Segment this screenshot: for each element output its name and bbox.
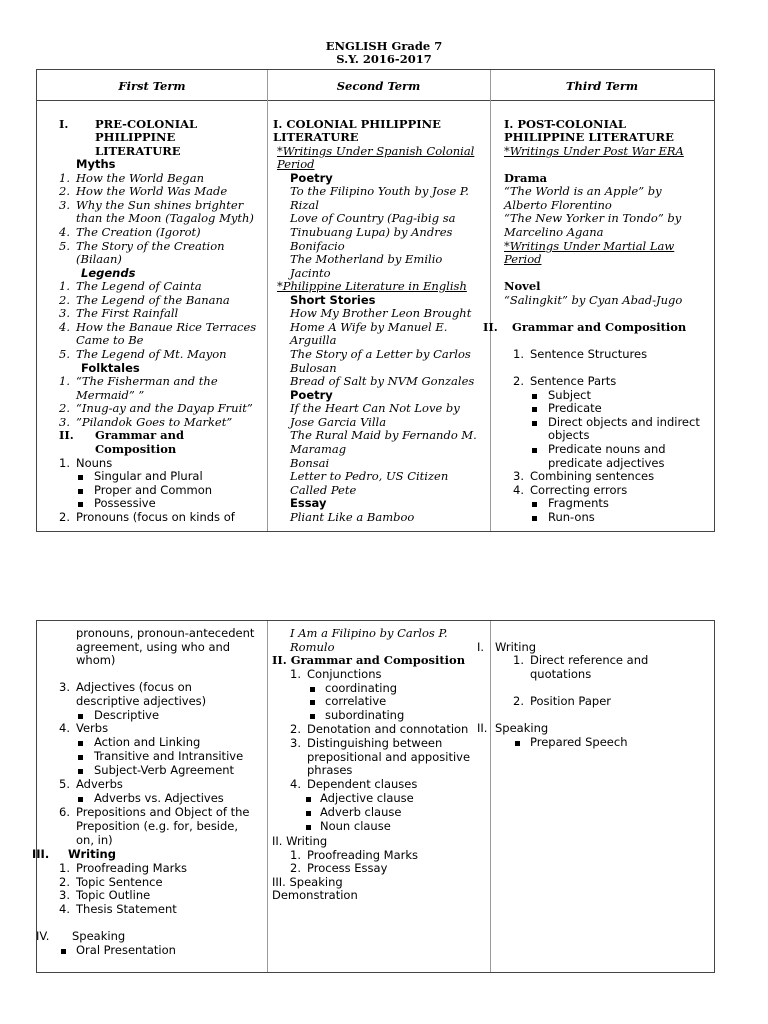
section-heading: PHILIPPINE (95, 130, 176, 144)
list-item: The Legend of Cainta (76, 279, 202, 293)
list-number: 5. (59, 239, 70, 253)
list-item: Came to Be (76, 333, 144, 347)
curriculum-table-page1 (36, 69, 715, 532)
list-item: Love of Country (Pag-ibig sa (290, 211, 456, 225)
bullet-item: Descriptive (94, 708, 160, 722)
list-item: (Bilaan) (76, 252, 122, 266)
list-number: 2. (59, 401, 70, 415)
list-number: 1. (59, 279, 70, 293)
list-item: Tinubuang Lupa) by Andres (290, 225, 453, 239)
list-item: Called Pete (290, 483, 357, 497)
section-heading: LITERATURE (95, 144, 181, 158)
list-item: Adjectives (focus on (76, 680, 192, 694)
list-number: 2. (59, 184, 70, 198)
list-item: How My Brother Leon Brought (290, 306, 472, 320)
list-item: prepositional and appositive (307, 750, 471, 764)
section-heading: I. POST-COLONIAL (504, 117, 626, 131)
list-item: agreement, using who and (76, 640, 231, 654)
bullet-item: Fragments (548, 496, 609, 510)
list-item: Dependent clauses (307, 777, 418, 791)
section-heading: PHILIPPINE LITERATURE (504, 130, 674, 144)
bullet-item: Adverb clause (320, 805, 402, 819)
column-header-first-term: First Term (118, 79, 186, 93)
section-number: II. (483, 320, 498, 334)
list-number: 2. (59, 875, 70, 889)
list-number: 2. (290, 722, 301, 736)
section-number: I. (477, 640, 485, 654)
section-heading: II. Grammar and Composition (272, 653, 466, 667)
list-item: “Inug-ay and the Dayap Fruit” (76, 401, 253, 415)
list-number: 5. (59, 777, 70, 791)
list-number: 3. (59, 198, 70, 212)
bullet-item: Adjective clause (320, 791, 414, 805)
list-item: Arguilla (290, 333, 337, 347)
list-item: Position Paper (530, 694, 611, 708)
list-number: 3. (513, 469, 524, 483)
section-heading: Speaking (72, 929, 126, 943)
list-item: Mermaid” ” (76, 388, 145, 402)
list-item: Sentence Parts (530, 374, 617, 388)
bullet-item: Predicate (548, 401, 602, 415)
list-item: Verbs (76, 721, 109, 735)
list-item: whom) (76, 653, 116, 667)
column-divider (490, 70, 491, 531)
list-item: Conjunctions (307, 667, 382, 681)
bullet-item: Singular and Plural (94, 469, 203, 483)
list-item: Jacinto (290, 266, 331, 280)
list-item: Alberto Florentino (504, 198, 612, 212)
bullet-item: correlative (325, 694, 387, 708)
list-number: 4. (513, 483, 524, 497)
list-item: Rizal (290, 198, 319, 212)
list-item: If the Heart Can Not Love by (290, 401, 460, 415)
column-divider (267, 70, 268, 531)
column-header-second-term: Second Term (336, 79, 421, 93)
list-item: Topic Sentence (76, 875, 163, 889)
section-number: IV. (36, 929, 50, 943)
list-item: Adverbs (76, 777, 123, 791)
list-number: 3. (59, 415, 70, 429)
bullet-item: subordinating (325, 708, 405, 722)
list-item: Demonstration (272, 888, 358, 902)
section-heading: Writing (68, 847, 116, 861)
subheading: Short Stories (290, 293, 376, 307)
section-heading: III. Speaking (272, 875, 343, 889)
list-item: Maramag (290, 442, 347, 456)
column-header-third-term: Third Term (565, 79, 639, 93)
header-divider (37, 100, 714, 101)
list-number: 2. (59, 293, 70, 307)
list-item: Bonifacio (290, 239, 345, 253)
section-heading: I. COLONIAL PHILIPPINE (273, 117, 441, 131)
list-item: Combining sentences (530, 469, 655, 483)
bullet-item: Prepared Speech (530, 735, 628, 749)
list-number: 1. (59, 456, 70, 470)
subheading: Folktales (81, 361, 140, 375)
list-number: 3. (290, 736, 301, 750)
list-item: “Salingkit” by Cyan Abad-Jugo (504, 293, 683, 307)
list-item: Pronouns (focus on kinds of (76, 510, 235, 524)
list-item: Distinguishing between (307, 736, 443, 750)
list-number: 1. (59, 171, 70, 185)
list-number: 5. (59, 347, 70, 361)
bullet-item: Subject (548, 388, 591, 402)
list-item: descriptive adjectives) (76, 694, 207, 708)
list-item: Bulosan (290, 361, 337, 375)
era-label: *Writings Under Post War ERA (504, 144, 684, 158)
list-item: How the Banaue Rice Terraces (76, 320, 257, 334)
list-number: 4. (59, 721, 70, 735)
list-item: To the Filipino Youth by Jose P. (290, 184, 469, 198)
list-item: ”Pilandok Goes to Market” (76, 415, 233, 429)
section-heading: Grammar and (95, 428, 185, 442)
section-heading: II. Writing (272, 834, 328, 848)
era-label: *Writings Under Martial Law (504, 239, 675, 253)
bullet-item: Transitive and Intransitive (94, 749, 244, 763)
bullet-item: objects (548, 428, 590, 442)
bullet-item: Proper and Common (94, 483, 213, 497)
list-item: Direct reference and (530, 653, 649, 667)
document-title (0, 40, 768, 66)
subheading: Novel (504, 279, 541, 293)
list-number: 4. (59, 225, 70, 239)
subheading: Poetry (290, 388, 333, 402)
list-item: quotations (530, 667, 592, 681)
course-title: ENGLISH Grade 7 (325, 39, 443, 53)
list-item: The Legend of Mt. Mayon (76, 347, 227, 361)
list-number: 2. (290, 861, 301, 875)
subheading: Legends (81, 266, 136, 280)
era-label: Period (277, 157, 315, 171)
bullet-item: Predicate nouns and (548, 442, 666, 456)
section-heading: LITERATURE (273, 130, 359, 144)
section-number: III. (32, 847, 50, 861)
curriculum-table-page2 (36, 620, 715, 973)
list-item: Marcelino Agana (504, 225, 604, 239)
list-number: 1. (59, 374, 70, 388)
list-item: Prepositions and Object of the (76, 805, 250, 819)
section-heading: PRE-COLONIAL (95, 117, 198, 131)
school-year: S.Y. 2016-2017 (336, 52, 432, 66)
list-item: Process Essay (307, 861, 388, 875)
list-item: The Creation (Igorot) (76, 225, 201, 239)
list-item: How the World Was Made (76, 184, 228, 198)
list-number: 3. (59, 306, 70, 320)
era-label: *Philippine Literature in English (277, 279, 467, 293)
list-number: 2. (513, 374, 524, 388)
list-number: 6. (59, 805, 70, 819)
section-number: II. (59, 428, 74, 442)
list-item: Bread of Salt by NVM Gonzales (290, 374, 475, 388)
list-item: The First Rainfall (76, 306, 179, 320)
list-item: Sentence Structures (530, 347, 648, 361)
list-item: The Story of a Letter by Carlos (290, 347, 471, 361)
bullet-item: Oral Presentation (76, 943, 176, 957)
list-item: How the World Began (76, 171, 204, 185)
list-number: 1. (59, 861, 70, 875)
list-item: The Story of the Creation (76, 239, 225, 253)
list-item: on, in) (76, 833, 113, 847)
subheading: Myths (76, 157, 116, 171)
column-divider (490, 621, 491, 972)
list-number: 2. (59, 510, 70, 524)
list-item: Why the Sun shines brighter (76, 198, 244, 212)
list-number: 1. (290, 667, 301, 681)
list-item: The Legend of the Banana (76, 293, 230, 307)
list-item: “The World is an Apple” by (504, 184, 662, 198)
subheading: Poetry (290, 171, 333, 185)
bullet-item: Direct objects and indirect (548, 415, 700, 429)
list-item: Denotation and connotation (307, 722, 469, 736)
list-item: Romulo (290, 640, 335, 654)
bullet-item: Action and Linking (94, 735, 201, 749)
bullet-item: Possessive (94, 496, 156, 510)
list-number: 1. (290, 848, 301, 862)
list-item: Home A Wife by Manuel E. (290, 320, 448, 334)
era-label: *Writings Under Spanish Colonial (277, 144, 475, 158)
list-item: The Motherland by Emilio (290, 252, 443, 266)
list-item: Jose Garcia Villa (290, 415, 387, 429)
bullet-item: predicate adjectives (548, 456, 665, 470)
list-item: The Rural Maid by Fernando M. (290, 428, 477, 442)
list-number: 4. (59, 902, 70, 916)
section-heading: Composition (95, 442, 177, 456)
list-item: phrases (307, 763, 353, 777)
list-item: Correcting errors (530, 483, 628, 497)
list-number: 1. (513, 347, 524, 361)
list-item: Letter to Pedro, US Citizen (290, 469, 449, 483)
column-divider (267, 621, 268, 972)
list-item: Thesis Statement (76, 902, 177, 916)
list-item: I Am a Filipino by Carlos P. (290, 626, 448, 640)
bullet-item: coordinating (325, 681, 398, 695)
section-heading: Writing (495, 640, 537, 654)
bullet-item: Adverbs vs. Adjectives (94, 791, 224, 805)
bullet-item: Run-ons (548, 510, 595, 524)
list-item: Bonsai (290, 456, 330, 470)
list-item: “The New Yorker in Tondo” by (504, 211, 682, 225)
bullet-item: Noun clause (320, 819, 391, 833)
section-number: I. (59, 117, 69, 131)
list-number: 4. (59, 320, 70, 334)
list-item: Nouns (76, 456, 113, 470)
list-number: 4. (290, 777, 301, 791)
list-item: Pliant Like a Bamboo (290, 510, 415, 524)
subheading: Drama (504, 171, 548, 185)
list-number: 1. (513, 653, 524, 667)
era-label: Period (504, 252, 542, 266)
list-item: Proofreading Marks (307, 848, 419, 862)
list-item: “The Fisherman and the (76, 374, 218, 388)
subheading: Essay (290, 496, 327, 510)
list-number: 3. (59, 888, 70, 902)
list-item: Proofreading Marks (76, 861, 188, 875)
list-item: Preposition (e.g. for, beside, (76, 819, 239, 833)
list-item: than the Moon (Tagalog Myth) (76, 211, 254, 225)
list-item: Topic Outline (76, 888, 151, 902)
section-heading: Speaking (495, 721, 549, 735)
list-number: 3. (59, 680, 70, 694)
section-number: II. (477, 721, 488, 735)
section-heading: Grammar and Composition (512, 320, 687, 334)
bullet-item: Subject-Verb Agreement (94, 763, 235, 777)
list-item: pronouns, pronoun-antecedent (76, 626, 255, 640)
list-number: 2. (513, 694, 524, 708)
